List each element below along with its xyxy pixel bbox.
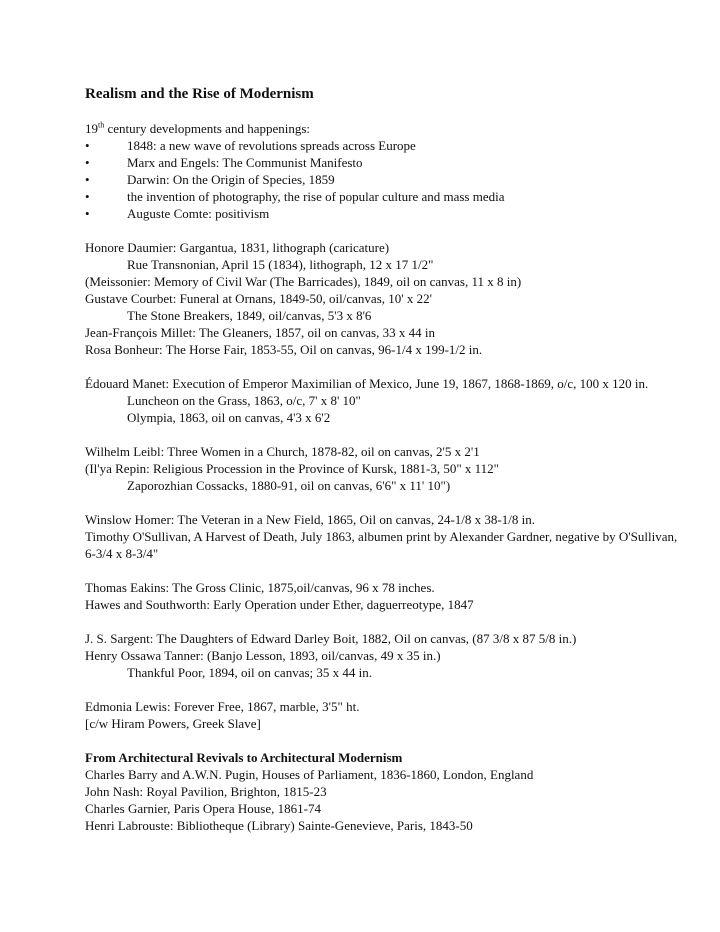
artwork-subentry: Luncheon on the Grass, 1863, o/c, 7' x 8' 10" (127, 393, 361, 408)
bullet-item (85, 137, 685, 154)
bullet-text: Darwin: On the Origin of Species, 1859 (127, 172, 335, 187)
bullet-text: Auguste Comte: positivism (127, 206, 270, 221)
artwork-subentry: Rue Transnonian, April 15 (1834), lithograph, 12 x 17 1/2" (127, 257, 434, 272)
document-body (85, 85, 685, 834)
bullet-item (85, 205, 685, 222)
bullet-text: 1848: a new wave of revolutions spreads across Europe (127, 138, 416, 153)
artwork-entry: Hawes and Southworth: Early Operation under Ether, daguerreotype, 1847 (85, 597, 474, 612)
artwork-entry: (Meissonier: Memory of Civil War (The Barricades), 1849, oil on canvas, 11 x 8 in) (85, 274, 522, 289)
spacer (85, 613, 685, 630)
bullet-item (85, 171, 685, 188)
spacer (85, 358, 685, 375)
intro-ordinal-suffix: th (98, 120, 105, 130)
artwork-entry: Gustave Courbet: Funeral at Ornans, 1849-50, oil/canvas, 10' x 22' (85, 291, 432, 306)
artwork-entry: Édouard Manet: Execution of Emperor Maximilian of Mexico, June 19, 1867, 1868-1869, o/c, 100 x 120 in. (85, 376, 649, 391)
artwork-subentry: Olympia, 1863, oil on canvas, 4'3 x 6'2 (127, 410, 331, 425)
artwork-entry: Jean-François Millet: The Gleaners, 1857, oil on canvas, 33 x 44 in (85, 325, 435, 340)
artwork-entry: Wilhelm Leibl: Three Women in a Church, 1878-82, oil on canvas, 2'5 x 2'1 (85, 444, 480, 459)
intro-ordinal: 19 (85, 121, 98, 136)
bullet-icon: • (85, 189, 90, 204)
bullet-item (85, 154, 685, 171)
artwork-entry: Edmonia Lewis: Forever Free, 1867, marble, 3'5" ht. (85, 699, 360, 714)
spacer (85, 562, 685, 579)
artwork-entry: Timothy O'Sullivan, A Harvest of Death, July 1863, albumen print by Alexander Gardner, negative by O'Sullivan, 6-3/4 x 8-3/4" (85, 529, 678, 561)
artwork-entry: [c/w Hiram Powers, Greek Slave] (85, 716, 261, 731)
artwork-entry: J. S. Sargent: The Daughters of Edward Darley Boit, 1882, Oil on canvas, (87 3/8 x 87 5/8 in.) (85, 631, 577, 646)
document-title: Realism and the Rise of Modernism (85, 86, 314, 102)
intro-text: century developments and happenings: (104, 121, 311, 136)
artwork-subentry: Thankful Poor, 1894, oil on canvas; 35 x 44 in. (127, 665, 373, 680)
architecture-entry: Charles Garnier, Paris Opera House, 1861-74 (85, 801, 321, 816)
architecture-entry: Henri Labrouste: Bibliotheque (Library) Sainte-Genevieve, Paris, 1843-50 (85, 818, 473, 833)
spacer (85, 222, 685, 239)
bullet-icon: • (85, 138, 90, 153)
artwork-subentry: The Stone Breakers, 1849, oil/canvas, 5'3 x 8'6 (127, 308, 372, 323)
spacer (85, 426, 685, 443)
bullet-item (85, 188, 685, 205)
architecture-entry: Charles Barry and A.W.N. Pugin, Houses of Parliament, 1836-1860, London, England (85, 767, 534, 782)
section-heading: From Architectural Revivals to Architectural Modernism (85, 750, 403, 765)
bullet-text: Marx and Engels: The Communist Manifesto (127, 155, 363, 170)
artwork-entry: Rosa Bonheur: The Horse Fair, 1853-55, Oil on canvas, 96-1/4 x 199-1/2 in. (85, 342, 483, 357)
architecture-entry: John Nash: Royal Pavilion, Brighton, 1815-23 (85, 784, 327, 799)
spacer (85, 732, 685, 749)
artwork-entry: Thomas Eakins: The Gross Clinic, 1875,oil/canvas, 96 x 78 inches. (85, 580, 435, 595)
bullet-icon: • (85, 155, 90, 170)
spacer (85, 494, 685, 511)
artwork-subentry: Zaporozhian Cossacks, 1880-91, oil on canvas, 6'6" x 11' 10") (127, 478, 451, 493)
bullet-icon: • (85, 172, 90, 187)
artwork-entry: (Il'ya Repin: Religious Procession in the Province of Kursk, 1881-3, 50" x 112" (85, 461, 499, 476)
artwork-entry: Henry Ossawa Tanner: (Banjo Lesson, 1893, oil/canvas, 49 x 35 in.) (85, 648, 441, 663)
bullet-icon: • (85, 206, 90, 221)
bullet-text: the invention of photography, the rise of popular culture and mass media (127, 189, 505, 204)
artwork-entry: Winslow Homer: The Veteran in a New Field, 1865, Oil on canvas, 24-1/8 x 38-1/8 in. (85, 512, 535, 527)
artwork-entry: Honore Daumier: Gargantua, 1831, lithograph (caricature) (85, 240, 390, 255)
intro-line (85, 120, 685, 137)
spacer (85, 681, 685, 698)
